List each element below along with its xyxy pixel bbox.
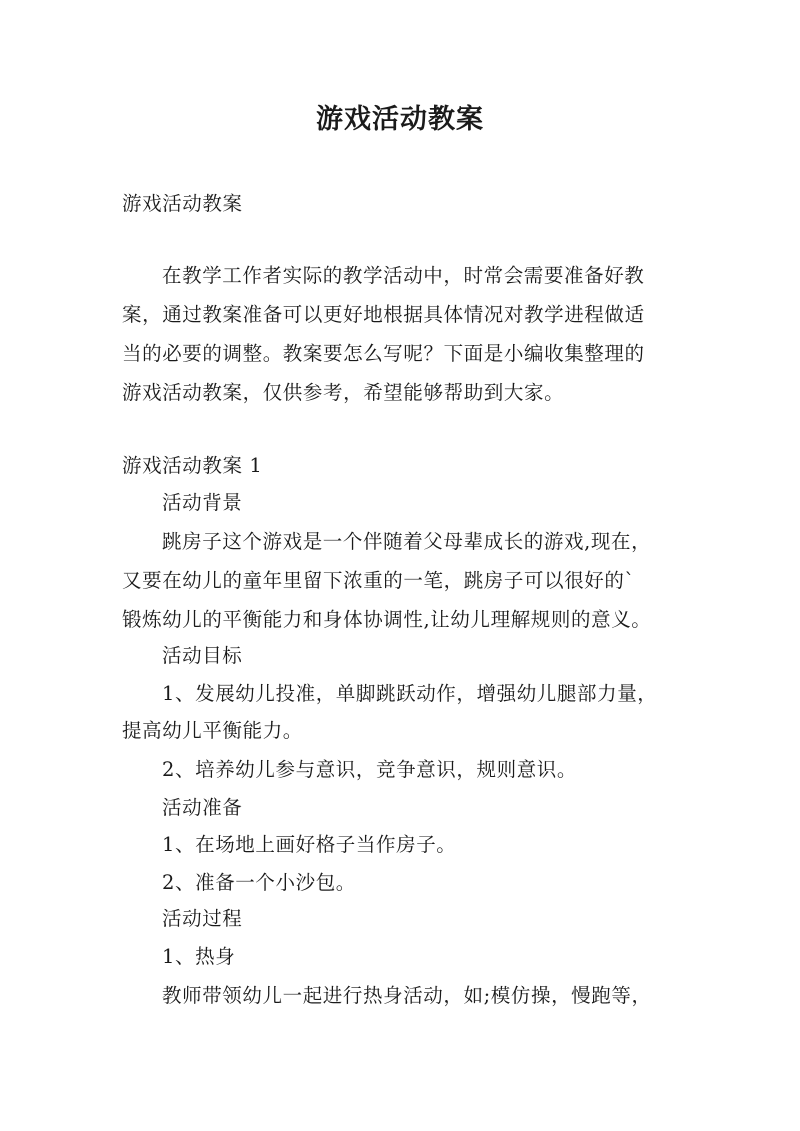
intro-line-4: 游戏活动教案，仅供参考，希望能够帮助到大家。 [122,381,565,404]
process-heading: 活动过程 [162,907,243,930]
intro-line-3: 当的必要的调整。教案要怎么写呢？下面是小编收集整理的 [122,342,645,365]
prep-line-2: 2、准备一个小沙包。 [162,871,356,894]
process-line-2: 教师带领幼儿一起进行热身活动，如;模仿操，慢跑等， [162,984,652,1007]
goal-line-3: 2、培养幼儿参与意识，竞争意识，规则意识。 [162,758,578,781]
goal-line-2: 提高幼儿平衡能力。 [122,719,303,742]
process-line-1: 1、热身 [162,945,236,968]
background-heading: 活动背景 [162,491,243,514]
goal-heading: 活动目标 [162,644,243,667]
prep-line-1: 1、在场地上画好格子当作房子。 [162,833,457,856]
document-subtitle: 游戏活动教案 [122,192,243,215]
background-line-2: 又要在幼儿的童年里留下浓重的一笔，跳房子可以很好的` [122,569,635,592]
goal-line-1: 1、发展幼儿投准，单脚跳跃动作，增强幼儿腿部力量， [162,682,658,705]
prep-heading: 活动准备 [162,796,243,819]
intro-line-2: 案，通过教案准备可以更好地根据具体情况对教学进程做适 [122,303,645,326]
background-line-3: 锻炼幼儿的平衡能力和身体协调性,让幼儿理解规则的意义。 [122,608,652,631]
document-title: 游戏活动教案 [316,104,484,135]
intro-line-1: 在教学工作者实际的教学活动中，时常会需要准备好教 [162,264,645,287]
section-heading: 游戏活动教案 1 [122,454,263,477]
background-line-1: 跳房子这个游戏是一个伴随着父母辈成长的游戏,现在， [162,530,652,553]
